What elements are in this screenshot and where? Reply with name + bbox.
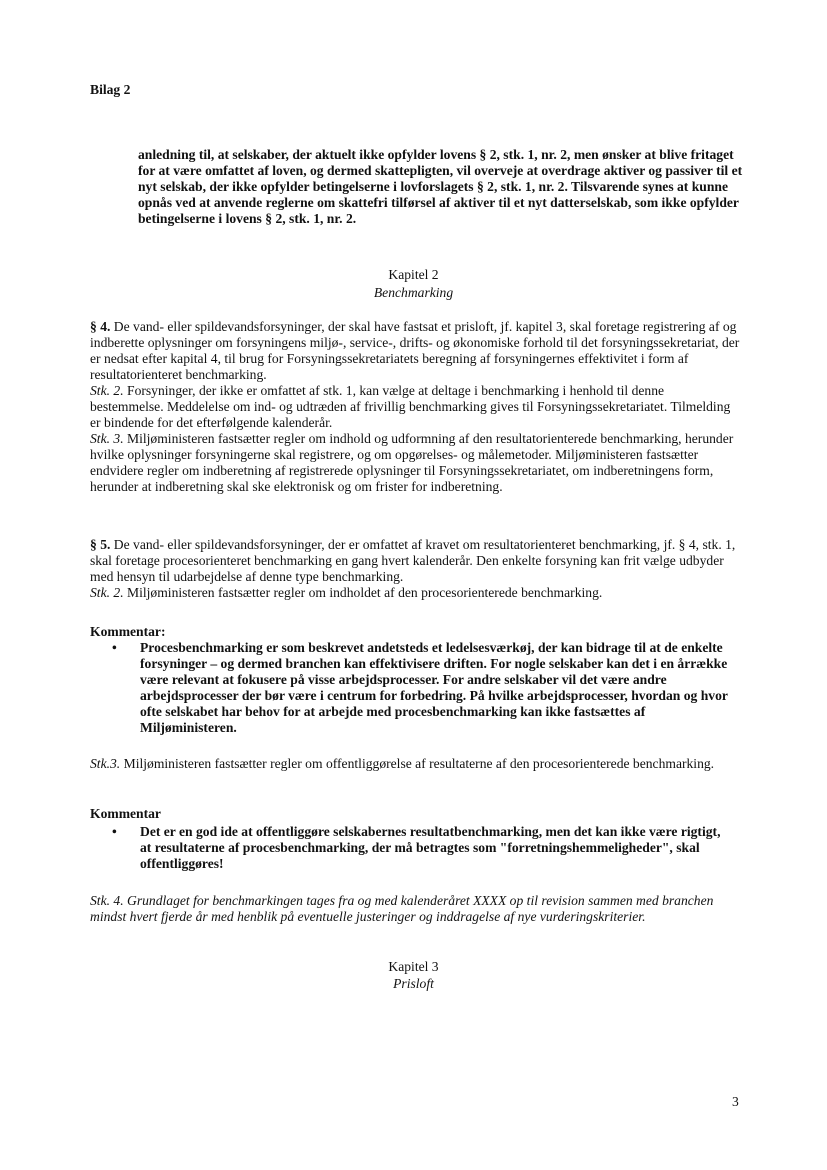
comment-1-text: Procesbenchmarking er som beskrevet andetsteds et ledelsesværkøj, der kan bidrage til at de enkelte forsyninger – og dermed branchen kan effektivisere driften. For nogle selskaber kan det i en årrække være relevant at fokusere på visse arbejdsprocesser. For andre selskaber vil det være andre arbejdsprocesser der bør være i centrum for forbedring. På hvilke arbejdsprocesser, hvordan og hvor ofte selskabet har behov for at arbejde med procesbenchmarking kan ikke fastsættes af Miljøministeren. xyxy=(140,640,728,735)
stk-3-paragraph xyxy=(90,756,730,772)
page-number: 3 xyxy=(732,1094,739,1109)
section-5-text: De vand- eller spildevandsforsyninger, der er omfattet af kravet om resultatorienteret benchmarking, jf. § 4, stk. 1, skal foretage procesorienteret benchmarking en gang hvert kalenderår. Den enkelte forsyning kan frit vælge udbyder med hensyn til udarbejdelse af denne type benchmarking. xyxy=(90,537,736,584)
chapter-2-subtitle: Benchmarking xyxy=(373,285,454,300)
section-5 xyxy=(90,537,740,601)
bullet-icon: • xyxy=(112,640,117,655)
section-4-stk2-text: Forsyninger, der ikke er omfattet af stk. 1, kan vælge at deltage i benchmarking i henhold til denne bestemmelse. Meddelelse om ind- og udtræden af frivillig benchmarking gives til Forsyningssekretariatet. Tilmelding er bindende for det efterfølgende kalenderår. xyxy=(90,383,731,430)
appendix-label: Bilag 2 xyxy=(90,82,131,97)
section-5-stk2-text: Miljøministeren fastsætter regler om indholdet af den procesorienterede benchmarking. xyxy=(123,585,603,600)
comment-1-heading: Kommentar: xyxy=(90,624,166,639)
section-4-stk3-text: Miljøministeren fastsætter regler om indhold og udformning af den resultatorienterede benchmarking, herunder hvilke oplysninger forsyningerne skal registrere, og om opgørelses- og målemetoder. Miljøministeren fastsætter endvidere regler om indberetning af registrerede oplysninger til Forsyningssekretariatet, om indberetningens form, herunder at indberetning skal ske elektronisk og om frister for indberetning. xyxy=(90,431,734,494)
comment-2-text: Det er en god ide at offentliggøre selskabernes resultatbenchmarking, men det kan ikke være rigtigt, at resultaterne af procesbenchmarking, der må betragtes som "forretningshemmeligheder", skal offentliggøres! xyxy=(140,824,721,871)
chapter-3-title: Kapitel 3 xyxy=(388,959,439,974)
chapter-2-title: Kapitel 2 xyxy=(388,267,439,282)
stk-3-label: Stk.3. xyxy=(90,756,121,771)
section-4-stk3-label: Stk. 3. xyxy=(90,431,124,446)
section-4 xyxy=(90,319,740,495)
section-4-stk2-label: Stk. 2. xyxy=(90,383,124,398)
comment-1-bullet xyxy=(112,640,732,736)
chapter-3-subtitle: Prisloft xyxy=(393,976,434,991)
intro-paragraph: anledning til, at selskaber, der aktuelt ikke opfylder lovens § 2, stk. 1, nr. 2, men ønsker at blive fritaget for at være omfattet af loven, og dermed skattepligten, vil overveje at overdrage aktiver og passiver til et nyt selskab, der ikke opfylder betingelserne i lovforslagets § 2, stk. 1, nr. 2. Tilsvarende synes at kunne opnås ved at anvende reglerne om skattefri tilførsel af aktiver til et nyt datterselskab, som ikke opfylder betingelserne i lovens § 2, stk. 1, nr. 2. xyxy=(138,147,743,226)
bullet-icon: • xyxy=(112,824,117,839)
section-4-text: De vand- eller spildevandsforsyninger, der skal have fastsat et prisloft, jf. kapitel 3, skal foretage registrering af og indberette oplysninger om forsyningens miljø-, service-, drifts- og økonomiske forhold til det forsyningssekretariat, der er nedsat efter kapital 4, til brug for Forsyningssekretariatets beregning af forsyningernes effektivitet i form af resultatorienteret benchmarking. xyxy=(90,319,740,382)
section-4-marker: § 4. xyxy=(90,319,111,334)
section-5-stk2-label: Stk. 2. xyxy=(90,585,124,600)
comment-2-heading: Kommentar xyxy=(90,806,161,821)
stk-3-text: Miljøministeren fastsætter regler om offentliggørelse af resultaterne af den procesorienterede benchmarking. xyxy=(120,756,715,771)
comment-2-bullet xyxy=(112,824,732,872)
stk-4-paragraph: Stk. 4. Grundlaget for benchmarkingen tages fra og med kalenderåret XXXX op til revision sammen med branchen mindst hvert fjerde år med henblik på eventuelle justeringer og inddragelse af nye vurderingskriterier. xyxy=(90,893,714,924)
section-5-marker: § 5. xyxy=(90,537,111,552)
